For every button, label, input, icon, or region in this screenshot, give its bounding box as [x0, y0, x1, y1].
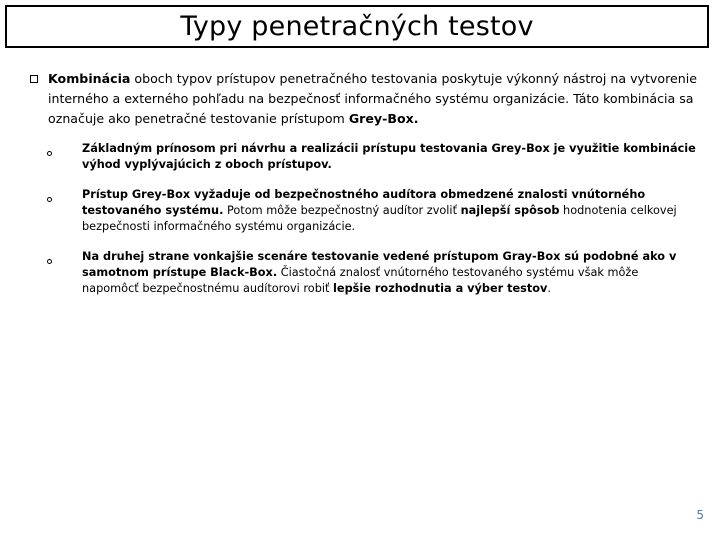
sub-bullet-bold: Na druhej strane vonkajšie scenáre testovanie vedené prístupom Gray-Box sú podobné ako v samotnom prístupe Black-Box.: [82, 250, 677, 279]
sub-bullet-text: [82, 187, 697, 235]
square-bullet-icon: [30, 75, 38, 83]
main-bullet-text: [48, 69, 710, 129]
sub-bullet-text: [82, 249, 697, 297]
slide-title-text: Typy penetračných testov: [180, 11, 534, 42]
circle-bullet-icon: [47, 259, 52, 264]
sub-bullet-item: [47, 141, 710, 173]
sub-bullet-bold: Základným prínosom pri návrhu a realizácii prístupu testovania Grey-Box je využitie kombinácie výhod vyplývajúcich z oboch prístupov.: [82, 142, 696, 171]
sub-bullet-item: [47, 187, 710, 235]
sub-bullet-item: [47, 249, 710, 297]
main-bullet-bold-lead: Kombinácia: [48, 71, 131, 86]
page-number: 5: [696, 508, 704, 522]
sub-bullet-text: [82, 141, 697, 173]
sub-bullet-body: Potom môže bezpečnostný audítor zvoliť: [223, 204, 461, 217]
sub-bullet-bold-2: najlepší spôsob: [460, 204, 560, 217]
circle-bullet-icon: [47, 197, 52, 202]
sub-bullet-body-2: .: [547, 282, 552, 295]
sub-bullet-bold-2: lepšie rozhodnutia a výber testov: [333, 282, 548, 295]
circle-bullet-icon: [47, 151, 52, 156]
slide-title: [5, 5, 709, 48]
sub-bullet-list: [47, 141, 710, 297]
main-bullet-body: oboch typov prístupov penetračného testovania poskytuje výkonný nástroj na vytvorenie interného a externého pohľadu na bezpečnosť informačného systému organizácie. Táto kombinácia sa označuje ako penetračné testovanie prístupom: [48, 71, 697, 126]
sub-bullet-body: Čiastočná znalosť vnútorného testovaného systému však môže napomôcť bezpečnostnému audítorovi robiť: [82, 266, 639, 295]
sub-bullet-body-2: hodnotenia celkovej bezpečnosti informačného systému organizácie.: [82, 204, 677, 233]
main-bullet-bold-tail: Grey-Box.: [348, 111, 419, 126]
slide-content: [30, 69, 710, 311]
sub-bullet-bold: Prístup Grey-Box vyžaduje od bezpečnostného audítora obmedzené znalosti vnútorného testovaného systému.: [82, 188, 646, 217]
main-bullet-item: [30, 69, 710, 129]
